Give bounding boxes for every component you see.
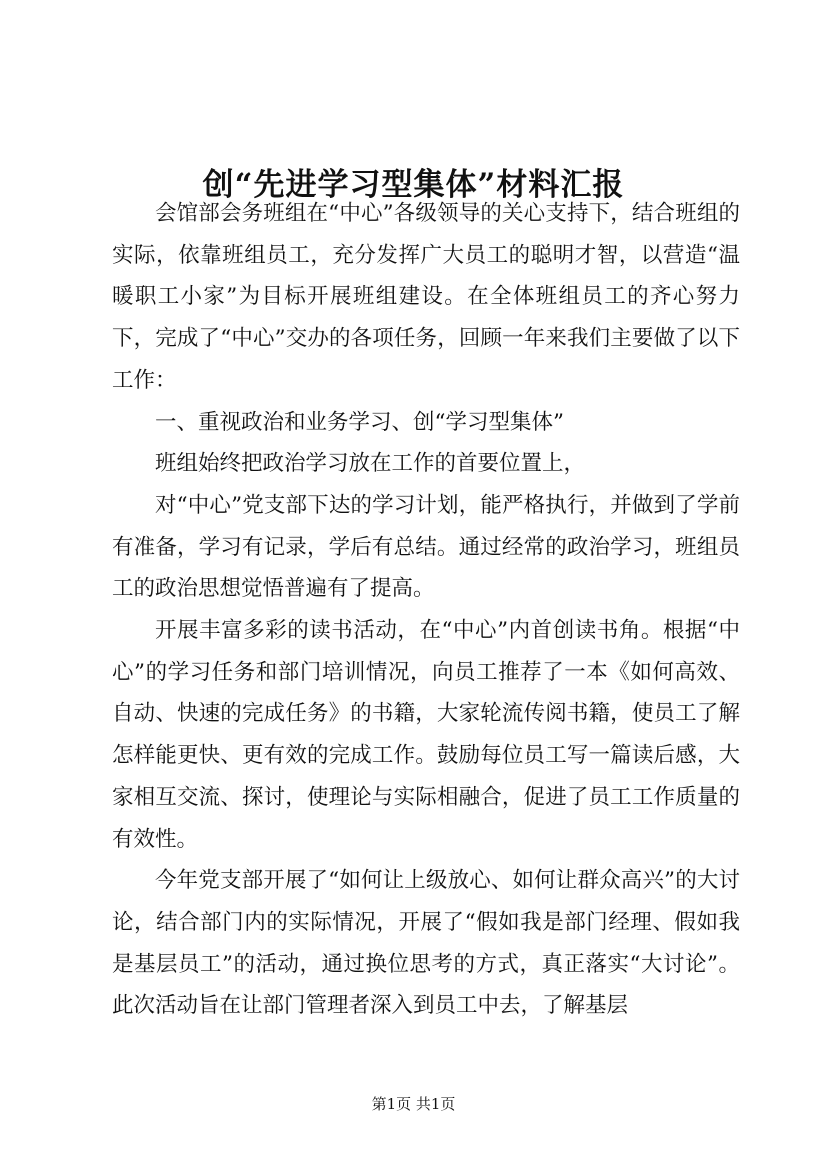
paragraph: 开展丰富多彩的读书活动，在“中心”内首创读书角。根据“中心”的学习任务和部门培训情况，向员工推荐了一本《如何高效、自动、快速的完成任务》的书籍，大家轮流传阅书籍，使员工了解怎样能更快、更有效的完成工作。鼓励每位员工写一篇读后感，大家相互交流、探讨，使理论与实际相融合，促进了员工工作质量的有效性。: [112, 618, 740, 852]
paragraph: 对“中心”党支部下达的学习计划，能严格执行，并做到了学前有准备，学习有记录，学后有总结。通过经常的政治学习，班组员工的政治思想觉悟普遍有了提高。: [112, 492, 740, 602]
document-title: 创“先进学习型集体”材料汇报: [202, 166, 625, 203]
paragraph-intro: 会馆部会务班组在“中心”各级领导的关心支持下，结合班组的实际，依靠班组员工，充分发挥广大员工的聪明才智，以营造“温暖职工小家”为目标开展班组建设。在全体班组员工的齐心努力下，完成了“中心”交办的各项任务，回顾一年来我们主要做了以下工作：: [112, 201, 740, 393]
paragraph: 班组始终把政治学习放在工作的首要位置上，: [155, 451, 586, 477]
section-heading-1: 一、重视政治和业务学习、创“学习型集体”: [155, 409, 564, 435]
paragraph: 今年党支部开展了“如何让上级放心、如何让群众高兴”的大讨论，结合部门内的实际情况，开展了“假如我是部门经理、假如我是基层员工”的活动，通过换位思考的方式，真正落实“大讨论”。此次活动旨在让部门管理者深入到员工中去，了解基层: [112, 868, 740, 1019]
page-footer: 第1页 共1页: [371, 1095, 456, 1113]
document-body: [112, 193, 740, 1027]
